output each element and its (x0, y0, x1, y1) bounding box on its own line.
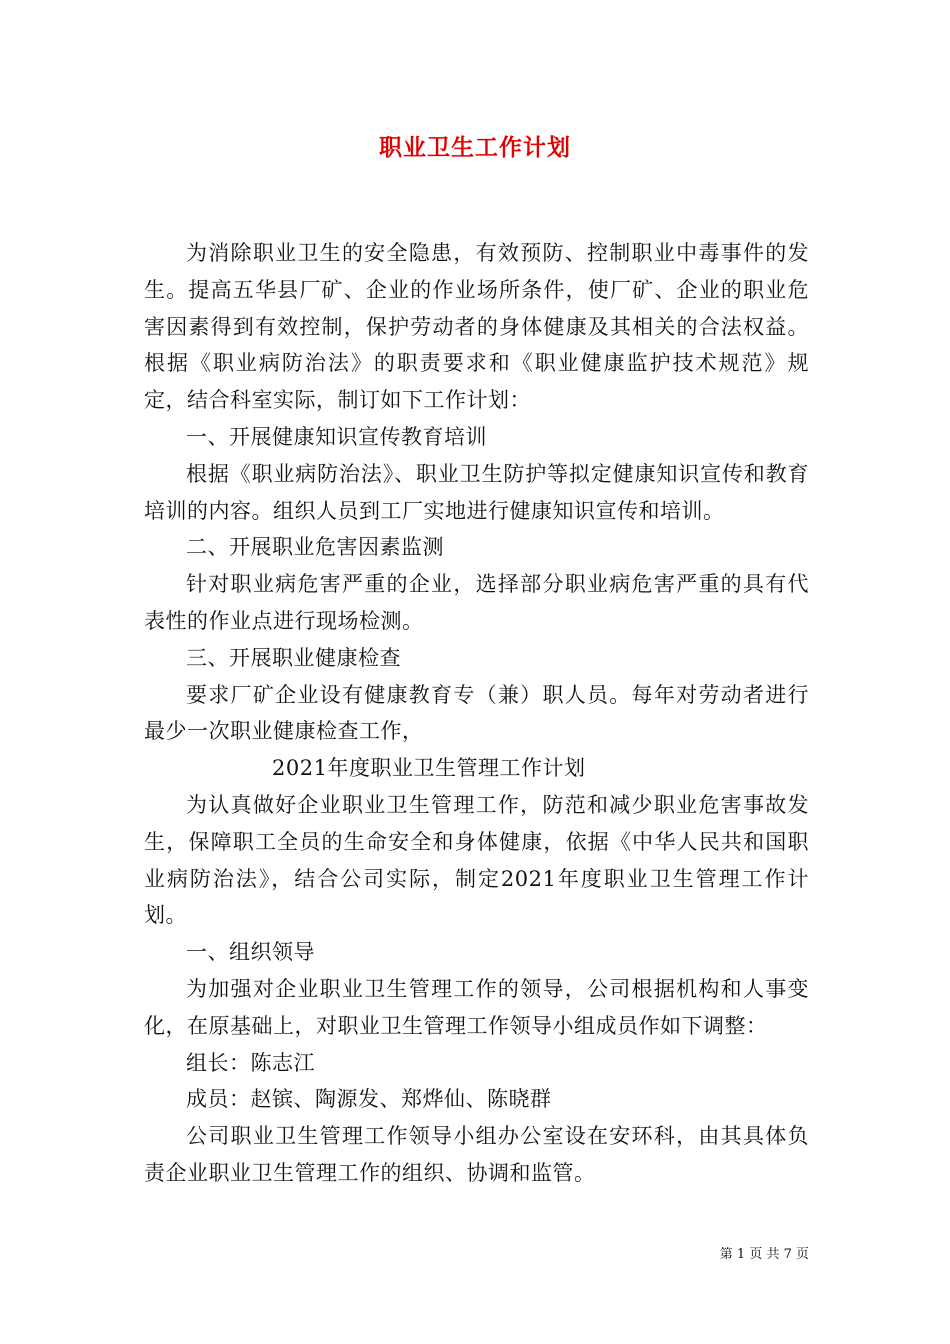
document-title: 职业卫生工作计划 (379, 134, 571, 161)
paragraph-leader: 组长：陈志江 (186, 1050, 315, 1075)
paragraph-2021-intro: 为认真做好企业职业卫生管理工作，防范和减少职业危害事故发生，保障职工全员的生命安全和身体健康，依据《中华人民共和国职业病防治法》，结合公司实际，制定2021年度职业卫生管理工作计划。 (144, 792, 809, 928)
paragraph-intro: 为消除职业卫生的安全隐患，有效预防、控制职业中毒事件的发生。提高五华县厂矿、企业的作业场所条件，使厂矿、企业的职业危害因素得到有效控制，保护劳动者的身体健康及其相关的合法权益。根据《职业病防治法》的职责要求和《职业健康监护技术规范》规定，结合科室实际，制订如下工作计划： (144, 241, 809, 413)
subtitle-2021-plan: 2021年度职业卫生管理工作计划 (272, 756, 586, 781)
page-number: 第 1 页 共 7 页 (719, 1247, 809, 1262)
paragraph-training: 根据《职业病防治法》、职业卫生防护等拟定健康知识宣传和教育培训的内容。组织人员到工厂实地进行健康知识宣传和培训。 (144, 461, 809, 523)
paragraph-office: 公司职业卫生管理工作领导小组办公室设在安环科，由其具体负责企业职业卫生管理工作的组织、协调和监管。 (144, 1124, 809, 1185)
section-heading-1: 一、开展健康知识宣传教育培训 (186, 424, 487, 449)
section-heading-3: 三、开展职业健康检查 (186, 645, 401, 670)
section-heading-organization: 一、组织领导 (186, 940, 315, 965)
paragraph-members: 成员：赵镔、陶源发、郑烨仙、陈晓群 (186, 1087, 552, 1112)
section-heading-2: 二、开展职业危害因素监测 (186, 535, 444, 560)
document-body (144, 235, 809, 1192)
paragraph-health-check: 要求厂矿企业设有健康教育专（兼）职人员。每年对劳动者进行最少一次职业健康检查工作， (144, 682, 809, 744)
paragraph-leadership: 为加强对企业职业卫生管理工作的领导，公司根据机构和人事变化，在原基础上，对职业卫生管理工作领导小组成员作如下调整： (144, 976, 809, 1038)
paragraph-monitoring: 针对职业病危害严重的企业，选择部分职业病危害严重的具有代表性的作业点进行现场检测。 (144, 572, 809, 633)
